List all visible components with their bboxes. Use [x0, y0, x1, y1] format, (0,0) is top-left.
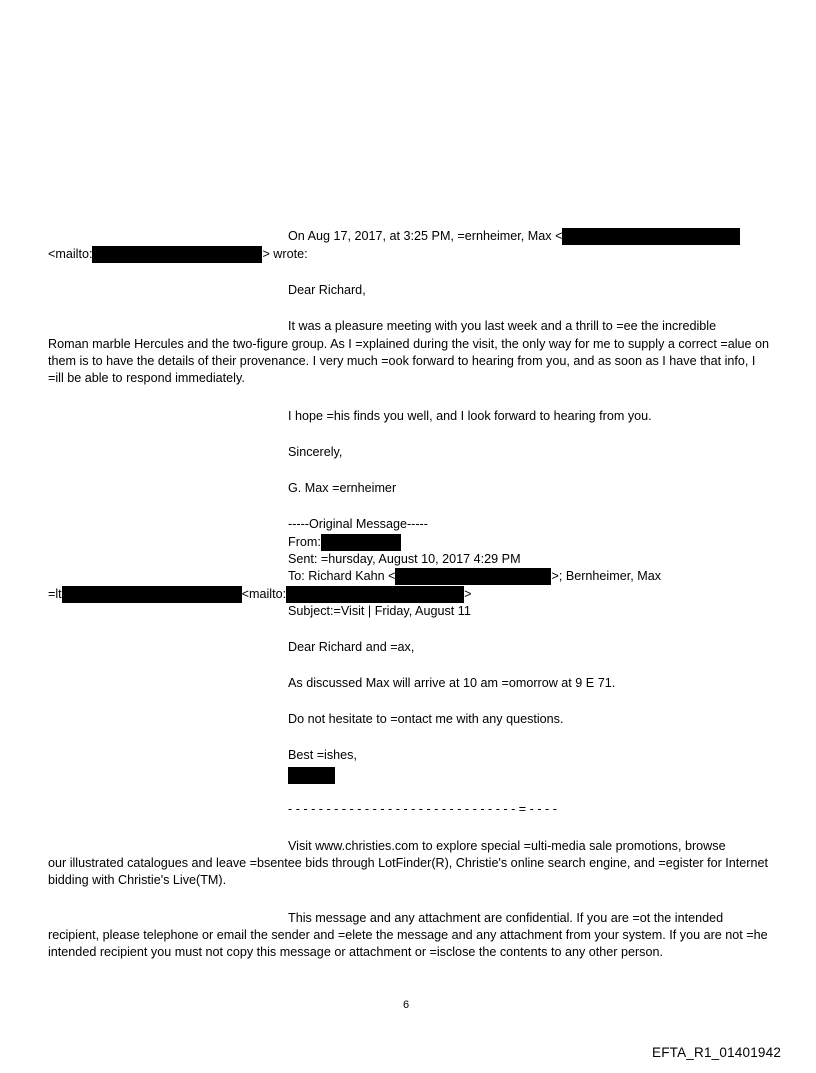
paragraph-1-body: Roman marble Hercules and the two-figure group. As I =xplained during the visit, the only way for me to supply a correct =alue on them is to have the details of their provenance. I very much =ook forward to hearing from you, and as soon as I have that info, I =ill be able to respond immediately. — [48, 337, 770, 385]
redaction-box — [92, 246, 262, 263]
page-number: 6 — [403, 999, 410, 1011]
redaction-box — [62, 586, 242, 603]
salutation: Dear Richard, — [288, 283, 366, 297]
confidentiality-first-line: This message and any attachment are confidential. If you are =ot the intended — [288, 911, 724, 925]
sent-line: Sent: =hursday, August 10, 2017 4:29 PM — [288, 552, 521, 566]
bates-number: EFTA_R1_01401942 — [652, 1045, 782, 1060]
reply-header-line: On Aug 17, 2017, at 3:25 PM, =ernheimer, Max < — [288, 228, 740, 245]
signature: G. Max =ernheimer — [288, 481, 397, 495]
from-line: From: — [288, 534, 401, 551]
reply-header-mailto-line: <mailto: > wrote: — [48, 247, 308, 261]
christies-notice-first-line: Visit www.christies.com to explore special =ulti-media sale promotions, browse — [288, 839, 726, 853]
paragraph-2: I hope =his finds you well, and I look forward to hearing from you. — [288, 409, 652, 423]
to-line: To: Richard Kahn < >; Bernheimer, Max — [288, 569, 662, 583]
best-wishes: Best =ishes, — [288, 748, 357, 762]
redaction-box — [286, 586, 464, 603]
confidentiality-body: recipient, please telephone or email the sender and =elete the message and any attachment from your system. If you are not =he intended recipient you must not copy this message or attachment or =isclose the contents to any other person. — [48, 928, 768, 959]
original-body: As discussed Max will arrive at 10 am =omorrow at 9 E 71. — [288, 676, 616, 690]
subject-line: Subject:=Visit | Friday, August 11 — [288, 604, 471, 618]
to-continuation-line: =lt <mailto: > — [48, 587, 472, 601]
paragraph-1-first-line: It was a pleasure meeting with you last week and a thrill to =ee the incredible — [288, 319, 717, 333]
redaction-box — [395, 568, 551, 585]
original-salutation: Dear Richard and =ax, — [288, 640, 415, 654]
closing: Sincerely, — [288, 445, 343, 459]
original-closing-line: Do not hesitate to =ontact me with any questions. — [288, 712, 564, 726]
original-message-divider: -----Original Message----- — [288, 517, 428, 531]
redaction-box — [288, 767, 335, 784]
christies-notice-body: our illustrated catalogues and leave =bsentee bids through LotFinder(R), Christie's online search engine, and =egister for Internet bidding with Christie's Live(TM). — [48, 856, 768, 887]
footer-dashes: - - - - - - - - - - - - - - - - - - - - - - - - - - - - - - = - - - - — [288, 802, 557, 816]
sender-name-redaction — [288, 767, 335, 784]
redaction-box — [321, 534, 401, 551]
redaction-box — [562, 228, 740, 245]
